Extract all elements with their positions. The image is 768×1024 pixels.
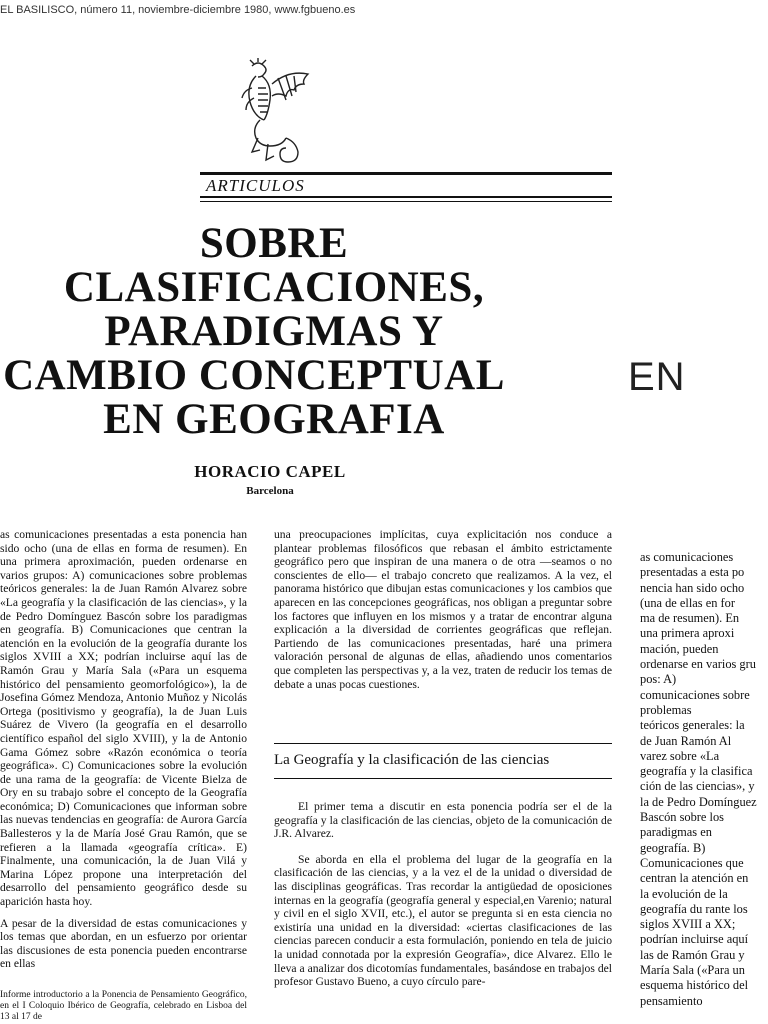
sidebar-line: siglos XVIII a XX; xyxy=(640,917,736,932)
sidebar-line: podrían incluirse aquí xyxy=(640,932,749,947)
sidebar-line: una primera aproxi xyxy=(640,626,735,641)
sidebar-line: ción de las ciencias», y xyxy=(640,779,755,794)
sidebar-line: paradigmas en xyxy=(640,825,712,840)
sidebar-line: (una de ellas en for xyxy=(640,595,735,610)
sidebar-line: nencia han sido ocho xyxy=(640,580,745,595)
sidebar-line: María Sala («Para un xyxy=(640,963,745,978)
sidebar-line: geografía du rante los xyxy=(640,901,748,916)
sidebar-line: teóricos generales: la xyxy=(640,718,745,733)
title-fragment: EN xyxy=(628,355,686,399)
author-name: HORACIO CAPEL xyxy=(194,462,346,481)
top-rule xyxy=(200,172,612,175)
journal-citation: EL BASILISCO, número 11, noviembre-diciembre 1980, www.fgbueno.es xyxy=(0,4,356,16)
sidebar-line: as comunicaciones xyxy=(640,550,734,564)
section-rule xyxy=(200,196,612,198)
basilisk-logo xyxy=(232,58,316,170)
body-paragraph: El primer tema a discutir en esta ponencia podría ser el de la geografía y la clasificación de las ciencias, objeto de la comunicación de J.R. Alvarez. xyxy=(274,800,612,841)
section-subheading: La Geografía y la clasificación de las ciencias xyxy=(274,752,550,768)
sidebar-line: las de Ramón Grau y xyxy=(640,947,745,962)
article-title xyxy=(0,222,548,442)
sidebar-line: la de Pedro Domínguez xyxy=(640,794,757,809)
sidebar-line: pensamiento xyxy=(640,993,703,1008)
ocr-text-sidebar xyxy=(640,550,768,1009)
section-rule-thin xyxy=(200,201,612,202)
sidebar-line: presentadas a esta po xyxy=(640,565,745,580)
sidebar-line: comunicaciones sobre xyxy=(640,687,750,702)
sidebar-line: pos: A) xyxy=(640,672,677,687)
left-column xyxy=(0,528,247,971)
sidebar-line: esquema histórico del xyxy=(640,978,749,993)
sidebar-line: varez sobre «La xyxy=(640,748,720,763)
body-paragraph: A pesar de la diversidad de estas comunicaciones y los temas que abordan, en un esfuerzo por orientar las discusiones de esta ponencia pueden encontrarse en ellas xyxy=(0,916,247,971)
sidebar-line: ordenarse en varios gru xyxy=(640,657,756,672)
title-line: SOBRE xyxy=(199,220,349,267)
sidebar-line: geografía. B) xyxy=(640,840,706,855)
sidebar-line: de Juan Ramón Al xyxy=(640,733,732,748)
section-label: ARTICULOS xyxy=(206,176,305,195)
footnote: Informe introductorio a la Ponencia de Pensamiento Geográfico, en el I Coloquio Ibérico de Geografía, celebrado en Lisboa del 13 al 17 de xyxy=(0,990,247,1022)
title-line: PARADIGMAS Y xyxy=(104,308,444,355)
subheading-rule-bottom xyxy=(274,778,612,779)
body-paragraph: una preocupaciones implícitas, cuya explicitación nos conduce a plantear problemas filosóficos que rebasan el ámbito estrictamente geográfico pero que inspiran de una manera o de otra —seamos o no conscientes de ello— el trabajo concreto que realizamos. A la vez, el panorama histórico que dibujan estas comunicaciones y los cambios que aparecen en las concepciones geográficas, nos obligan a preguntar sobre los factores que influyen en los mismos y a tratar de encontrar alguna explicación a la diversidad de corrientes geográficas que reflejan. Partiendo de las comunicaciones presentadas, haré una primera valoración personal de algunas de ellas, añadiendo unos comentarios que completen las perspectivas y, a la vez, traten de reducir los temas de debate a unas pocas cuestiones. xyxy=(274,528,612,691)
title-line: CAMBIO CONCEPTUAL xyxy=(3,352,505,399)
right-column xyxy=(274,528,612,691)
sidebar-line: la evolución de la xyxy=(640,886,728,901)
sidebar-line: ma de resumen). En xyxy=(640,611,740,626)
body-paragraph: as comunicaciones presentadas a esta ponencia han sido ocho (una de ellas en forma de resumen). En una primera aproximación, pueden ordenarse en varios grupos: A) comunicaciones sobre problemas teóricos generales: la de Juan Ramón Alvarez sobre «La geografía y la clasificación de las ciencias», y la de Pedro Domínguez Bascón sobre los paradigmas en geografía. B) Comunicaciones que centran la atención en la evolución de la geografía durante los siglos XVIII a XX; podrían incluirse aquí las de Ramón Grau y María Sala («Para un esquema histórico del pensamiento geomorfológico»), la de Josefina Gómez Mendoza, Antonio Muñoz y Nicolás Ortega (positivismo y geografía), la de Juan Luis Suárez de Vivero (la geografía en el desarrollo científico español del siglo XVIII), y la de Antonio Gama Gómez sobre «Razón económica o teoría geográfica». C) Comunicaciones sobre la evolución de una rama de la geografía: de Vicente Bielza de Ory en su trabajo sobre el concepto de la Geografía económica; D) Comunicaciones que informan sobre las nuevas tendencias en geografía: de Aurora García Ballesteros y la de María José Grau Ramón, que se refieren a la llamada «geografía crítica». E) Finalmente, una comunicación, la de Juan Vilá y Marina López propone una interpretación del desarrollo del pensamiento geográfico desde su aparición hasta hoy. xyxy=(0,528,247,909)
title-line: CLASIFICACIONES, xyxy=(63,264,485,311)
author-city: Barcelona xyxy=(246,485,294,497)
sidebar-line: centran la atención en xyxy=(640,871,749,886)
right-column-lower xyxy=(274,800,612,989)
sidebar-line: problemas xyxy=(640,702,692,717)
sidebar-line: mación, pueden xyxy=(640,641,719,656)
title-line: EN GEOGRAFIA xyxy=(103,396,445,443)
body-paragraph: Se aborda en ella el problema del lugar de la geografía en la clasificación de las ciencias, y a la vez el de la unidad o diversidad de las disciplinas geográficas. Tras recordar la antigüedad de oposiciones internas en la geografía (geografía general y especial,en Varenio; natural y civil en el siglo XVII, etc.), el autor se pregunta si en esta ciencia no existiría una unidad en la diversidad: «ciertas clasificaciones de las ciencias parecen conducir a esta formulación, poniendo en tela de juicio la unidad connotada por la expresión Geografía», dice Alvarez. Ello le lleva a analizar dos dicotomías fundamentales, basándose en trabajos del profesor Gustavo Bueno, a cuyo círculo pare- xyxy=(274,852,612,989)
sidebar-line: Bascón sobre los xyxy=(640,810,724,825)
sidebar-line: Comunicaciones que xyxy=(640,855,744,870)
sidebar-line: geografía y la clasifica xyxy=(640,764,753,779)
subheading-rule-top xyxy=(274,743,612,744)
